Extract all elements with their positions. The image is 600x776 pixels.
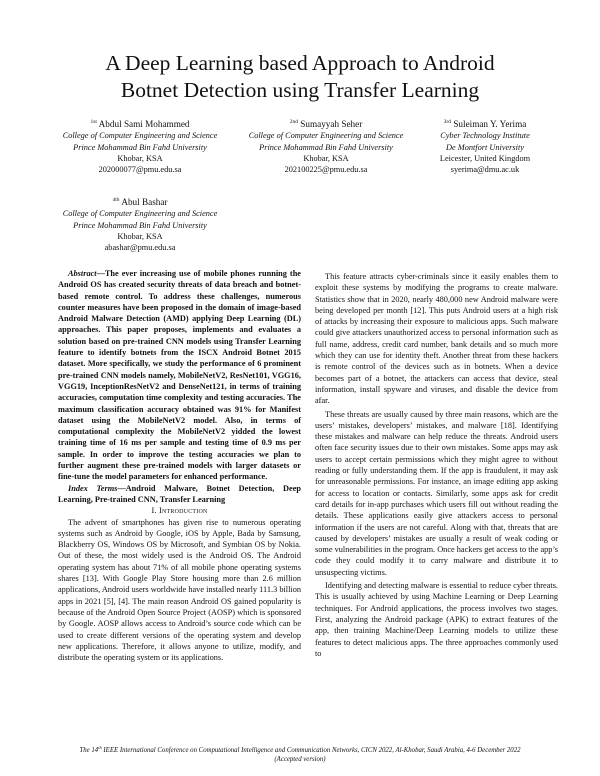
author-block-2: [242, 117, 410, 175]
author-email: 202000077@pmu.edu.sa: [98, 165, 182, 175]
author-name: Suleiman Y. Yerima: [453, 119, 527, 129]
right-column: [315, 271, 558, 659]
abstract-text: —The ever increasing use of mobile phones running the Android OS has created security threats of data breach and botnet-based remote control. To address these challenges, numerous counter measures have been proposed in the domain of image-based Android Malware Detection (AMD) applying Deep Learning (DL) approaches. This paper proposes, implements and evaluates a solution based on pre-trained CNN models using Transfer Learning feature to identify botnets from the ISCX Android Botnet 2015 dataset. More specifically, we study the performance of 6 prominent pre-trained CNN models namely, MobileNetV2, ResNet101, VGG16, VGG19, InceptionResNetV2 and DenseNet121, in terms of training accuracies, computation time complexity and testing accuracies. The maximum classification accuracy obtained was 91% for Manifest dataset using the MobileNetV2 model. Also, in terms of computational complexity the MobileNetV2 yidded the lowest training time of 16 ms per sample and testing time of 0.9 ms per sample. In order to improve the testing accuracies we plan to further augment these pre-trained models with larger datasets or fine-tune the model parameters for enhanced performance.: [58, 269, 301, 482]
author-name: Abul Bashar: [121, 197, 168, 207]
author-affiliation: College of Computer Engineering and Science: [62, 131, 218, 141]
author-institution: De Montfort University: [446, 142, 524, 152]
title-line-1: A Deep Learning based Approach to Android: [105, 51, 495, 75]
footer-accepted-note: (Accepted version): [274, 756, 326, 763]
index-terms-label: Index Terms: [68, 483, 118, 493]
abstract-label: Abstract: [68, 269, 97, 278]
author-block-1: [40, 117, 240, 175]
conference-footer: [0, 743, 600, 764]
author-city: Leicester, United Kingdom: [439, 153, 531, 163]
footer-text-post: IEEE International Conference on Computational Intelligence and Communication Networks, CICN 2022, Al-Khobar, Saudi Arabia, 4-6 December 2022: [101, 747, 521, 754]
intro-paragraph-3: These threats are usually caused by three main reasons, which are the users’ mistakes, developers’ mistakes, and malware [18]. Identifying these mistakes and malware can help reduce the threats. Android users often face security issues due to their own mistakes. Some apps may ask users to accept certain permissions which they might agree to without reading or fully understanding them. If the app is fraudulent, it may ask for unreasonable permissions. For instance, an image editing app asking for access to location or contacts. Similarly, some apps ask for credit card details for in-app purchases which users fill out without reading the details. These applications easily give attackers access to personal information if the users are not careful. Along with that, threats that are caused by developers’ mistakes are usually a result of weak coding or some vulnerabilities in the program. Once hackers get access to the app’s code they could modify it to carry malware and distribute it to unsuspecting victims.: [315, 409, 558, 577]
author-affiliation: College of Computer Engineering and Science: [248, 131, 404, 141]
intro-paragraph-2: This feature attracts cyber-criminals since it easily enables them to exploit these systems by modifying the programs to create malware. Statistics show that in 2020, nearly 480,000 new Android malware were being developed per month [12]. This puts Android users at a high risk of attacks by increasing their exposure to malicious apps. Such malware could give attackers unauthorized access to personal information such as full name, address, credit card number, bank details and so much more which they can use for identity theft. Another threat from these hackers is remote control of the devices such as in botnets. When a device becomes part of a botnet, the attackers can access that device, steal information, install spyware and viruses, and disable the device from afar.: [315, 272, 558, 406]
abstract: [58, 268, 301, 483]
index-terms: [58, 483, 301, 506]
author-block-4: [40, 195, 240, 253]
author-email: abashar@pmu.edu.sa: [104, 243, 176, 253]
author-ordinal: 1st: [90, 119, 97, 125]
section-title: Introduction: [159, 506, 208, 516]
author-city: Khobar, KSA: [117, 153, 163, 163]
author-institution: Prince Mohammad Bin Fahd University: [259, 142, 393, 152]
author-institution: Prince Mohammad Bin Fahd University: [73, 142, 207, 152]
left-column: [58, 268, 301, 663]
title-line-2: Botnet Detection using Transfer Learning: [120, 78, 480, 102]
author-ordinal: 3rd: [443, 119, 452, 125]
author-name: Abdul Sami Mohammed: [98, 119, 190, 129]
section-heading: [58, 505, 301, 516]
paper-title: [0, 50, 600, 104]
author-ordinal: 2nd: [289, 119, 298, 125]
author-city: Khobar, KSA: [117, 231, 163, 241]
author-city: Khobar, KSA: [303, 153, 349, 163]
author-institution: Prince Mohammad Bin Fahd University: [73, 220, 207, 230]
footer-text-pre: The 14: [79, 747, 99, 754]
section-number: I.: [151, 506, 157, 516]
author-affiliation: College of Computer Engineering and Science: [62, 209, 218, 219]
author-affiliation: Cyber Technology Institute: [440, 131, 530, 141]
author-email: syerima@dmu.ac.uk: [450, 165, 520, 175]
intro-paragraph-4: Identifying and detecting malware is essential to reduce cyber threats. This is usually achieved by using Machine Learning or Deep Learning techniques. For Android applications, the process involves two stages. First, analyzing the Android package (APK) to extract features of the app, then training Machine/Deep Learning models to utilize these features to detect malicious apps. The three approaches commonly used to: [315, 581, 558, 658]
index-terms-text: —Android Malware, Botnet Detection, Deep Learning, Pre-trained CNN, Transfer Learning: [58, 483, 301, 504]
author-email: 202100225@pmu.edu.sa: [284, 165, 368, 175]
intro-paragraph-1: The advent of smartphones has given rise to numerous operating systems such as Android by Google, iOS by Apple, Bada by Samsung, Blackberry OS, Windows OS by Microsoft, and Symbian OS by Nokia. Out of these, the most widely used is the Android OS. The Android operating system has about 71% of all mobile phone operating systems shares [13]. With Google Play Store housing more than 2.6 million applications, Android users worldwide have installed nearly 111.3 billion apps in 2021 [5], [4]. The main reason Android OS gained popularity is because of the Android Open Source Project (AOSP) which is sponsored by Google. AOSP allows access to Android’s source code which can be used to create different versions of the operating system and develop new applications. Therefore, it allows anyone to utilize, modify, and distribute the operating system or its applications.: [58, 517, 301, 663]
author-block-3: [410, 117, 560, 175]
author-name: Sumayyah Seher: [300, 119, 363, 129]
footer-superscript: th: [98, 745, 102, 750]
author-ordinal: 4th: [112, 197, 120, 203]
